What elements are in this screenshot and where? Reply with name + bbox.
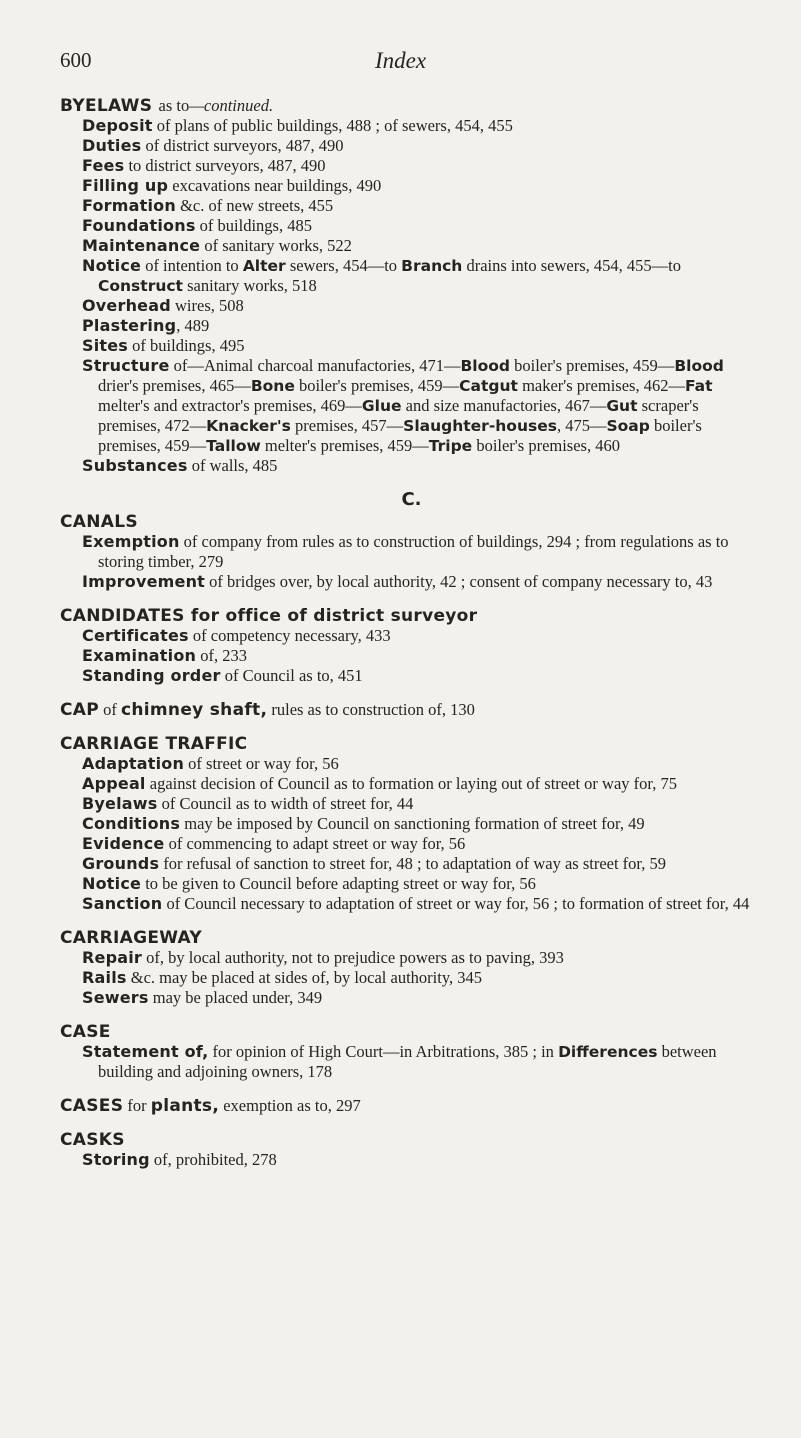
index-entry: Overhead wires, 508 (82, 296, 244, 315)
index-entry: Examination of, 233 (82, 646, 247, 665)
index-entry: Appeal against decision of Council as to formation or laying out of street or way for, 75 (82, 774, 677, 793)
index-heading: CANALS (60, 512, 138, 532)
index-entry: Sanction of Council necessary to adaptation of street or way for, 56 ; to formation of street for, 44 (82, 894, 750, 913)
index-entry: Formation &c. of new streets, 455 (82, 196, 334, 215)
index-content (60, 96, 763, 1184)
index-block-cap (60, 700, 763, 720)
index-entry: Sites of buildings, 495 (82, 336, 245, 355)
page-number: 600 (60, 48, 92, 72)
index-entry: Plastering, 489 (82, 316, 210, 335)
index-block-casks (60, 1130, 763, 1170)
index-entry: Structure of—Animal charcoal manufactories, 471—Blood boiler's premises, 459—Blood drier's premises, 465—Bone boiler's premises, 459—Catgut maker's premises, 462—Fat melter's and extractor's premises, 469—Glue and size manufactories, 467—Gut scraper's premises, 472—Knacker's premises, 457—Slaughter-houses, 475—Soap boiler's premises, 459—Tallow melter's premises, 459—Tripe boiler's premises, 460 (82, 356, 724, 455)
index-entry: Notice of intention to Alter sewers, 454—to Branch drains into sewers, 454, 455—to Construct sanitary works, 518 (82, 256, 681, 295)
index-entry: Substances of walls, 485 (82, 456, 278, 475)
index-heading: CARRIAGE TRAFFIC (60, 734, 248, 754)
index-entry: Foundations of buildings, 485 (82, 216, 312, 235)
index-entry: Fees to district surveyors, 487, 490 (82, 156, 326, 175)
index-entry: Adaptation of street or way for, 56 (82, 754, 339, 773)
index-heading: CAP of chimney shaft, rules as to construction of, 130 (60, 700, 475, 720)
index-entry: Duties of district surveyors, 487, 490 (82, 136, 344, 155)
index-entry: Sewers may be placed under, 349 (82, 988, 323, 1007)
index-entry: Deposit of plans of public buildings, 488 ; of sewers, 454, 455 (82, 116, 513, 135)
index-entry: Grounds for refusal of sanction to street for, 48 ; to adaptation of way as street for, 59 (82, 854, 666, 873)
index-block-byelaws (60, 96, 763, 476)
index-block-carriageway (60, 928, 763, 1008)
running-head: Index (374, 48, 427, 73)
index-entry: Storing of, prohibited, 278 (82, 1150, 277, 1169)
index-entry: Repair of, by local authority, not to prejudice powers as to paving, 393 (82, 948, 564, 967)
index-entry: Standing order of Council as to, 451 (82, 666, 363, 685)
index-heading: CANDIDATES for office of district surveyor (60, 606, 478, 626)
index-entry: Statement of, for opinion of High Court—in Arbitrations, 385 ; in Differences between building and adjoining owners, 178 (82, 1042, 717, 1081)
index-block-canals (60, 512, 763, 592)
index-entry: Maintenance of sanitary works, 522 (82, 236, 352, 255)
index-block-carriage-traffic (60, 734, 763, 914)
index-heading: BYELAWS as to—continued. (60, 96, 274, 116)
page-header (60, 48, 741, 76)
index-block-case (60, 1022, 763, 1082)
index-entry: Conditions may be imposed by Council on sanctioning formation of street for, 49 (82, 814, 645, 833)
index-entry: Exemption of company from rules as to construction of buildings, 294 ; from regulations as to storing timber, 279 (82, 532, 729, 571)
index-entry: Certificates of competency necessary, 433 (82, 626, 391, 645)
index-block-candidates (60, 606, 763, 686)
section-letter: C. (401, 489, 422, 510)
index-block-cases (60, 1096, 763, 1116)
index-entry: Filling up excavations near buildings, 490 (82, 176, 382, 195)
index-entry: Byelaws of Council as to width of street for, 44 (82, 794, 414, 813)
index-entry: Improvement of bridges over, by local authority, 42 ; consent of company necessary to, 43 (82, 572, 713, 591)
index-heading: CASKS (60, 1130, 125, 1150)
index-entry: Rails &c. may be placed at sides of, by local authority, 345 (82, 968, 483, 987)
index-heading: CASES for plants, exemption as to, 297 (60, 1096, 361, 1116)
index-heading: CARRIAGEWAY (60, 928, 202, 948)
index-entry: Notice to be given to Council before adapting street or way for, 56 (82, 874, 536, 893)
index-entry: Evidence of commencing to adapt street or way for, 56 (82, 834, 466, 853)
index-heading: CASE (60, 1022, 111, 1042)
